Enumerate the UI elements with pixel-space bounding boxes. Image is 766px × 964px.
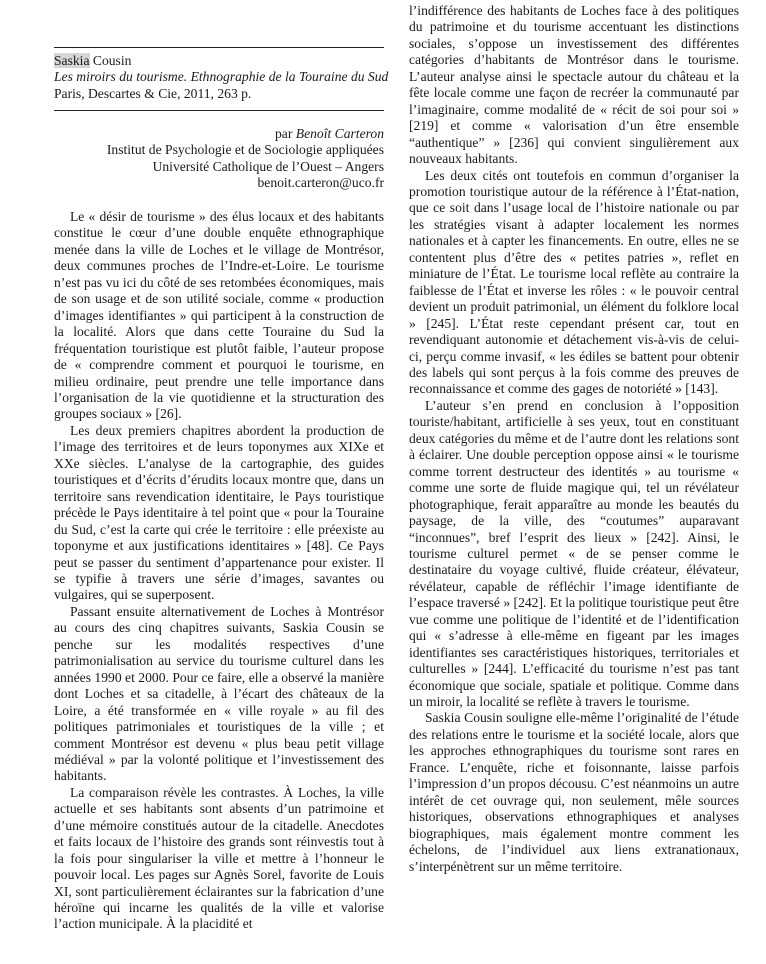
paragraph: La comparaison révèle les contrastes. À Loches, la ville actuelle et ses habitants sont absents d’un patrimoine et d’une mémoire constitués autour de la citadelle. Anecdotes et faits locaux de l’histoire des grands sont réinvestis tout à la fois pour singulariser la ville et mettre à l’honneur le pouvoir local. Les pages sur Agnès Sorel, favorite de Louis XI, sont particulièrement éclairantes sur la fabrication d’une héroïne qui incarne les qualités de la ville et valorise l’action municipale. À la placidité et bbox=[54, 784, 384, 932]
paragraph: L’auteur s’en prend en conclusion à l’opposition touriste/habitant, artificielle à ses yeux, tout en constituant deux catégories du même et de l’autre dont les relations sont à éclairer. Une double perception oppose ainsi « le tourisme comme torrent destructeur des identités » au tourisme « comme une sorte de fluide magique qui, tel un révélateur photographique, ferait apparaître au monde les beautés du paysage, de la ville, des “coutumes” auparavant “inconnues”, bref l’esprit des lieux » [242]. Ainsi, le tourisme culturel permet « de se penser comme le destinataire du voyage cultivé, fluide créateur, élévateur, révélateur, capable de réfléchir l’image identifiante de l’espace traversé » [242]. Et la politique touristique peut être vue comme une politique de l’identité et de l’identification qui « s’adresse à elle-même en figeant par les images identifiantes ses caractéristiques historiques, territoriales et culturelles » [244]. L’efficacité du tourisme n’est pas tant économique que sociale, spatiale et politique. Comme dans un miroir, la localité se reflète à travers le tourisme. bbox=[409, 397, 739, 710]
book-author bbox=[54, 53, 384, 69]
header-bottom-rule bbox=[54, 110, 384, 111]
left-column bbox=[54, 209, 384, 933]
paragraph: Passant ensuite alternativement de Loches à Montrésor au cours des cinq chapitres suivants, Saskia Cousin se penche sur les modalités respectives d’une patrimonialisation au service du tourisme culturel dans les années 1990 et 2000. Pour ce faire, elle a observé la manière dont Loches et sa citadelle, à l’écart des châteaux de la Loire, a été transformée en « ville royale » au fil des politiques patrimoniales et touristiques de la ville ; et comment Montrésor est devenu « plus beau petit village médiéval » par la volonté politique et l’investissement des habitants. bbox=[54, 603, 384, 784]
book-reference bbox=[54, 53, 389, 102]
author-first-name-highlighted: Saskia bbox=[54, 53, 90, 68]
paragraph: Les deux cités ont toutefois en commun d’organiser la promotion touristique autour de la référence à l’État-nation, que ce soit dans l’usage local de l’histoire nationale ou par les stratégies visant à adapter localement les normes nationales et à capter les financements. En outre, elles ne se contentent plus d’être des « petites patries », reflet en miniature de l’État. Le tourisme local reflète au contraire la faiblesse de l’État et inverse les rôles : « le pouvoir central devient un produit patrimonial, un élément du folklore local » [245]. L’État reste cependant présent car, tout en revendiquant autonomie et détachement vis-à-vis de celui-ci, perçu comme invasif, « les édiles se battent pour obtenir des labels qui sont perçus à la fois comme des preuves de reconnaissance et comme des gages de notoriété » [143]. bbox=[409, 167, 739, 397]
book-publication: Paris, Descartes & Cie, 2011, 263 p. bbox=[54, 85, 252, 101]
reviewer-by: par bbox=[275, 126, 296, 141]
paragraph-continued: l’indifférence des habitants de Loches face à des politiques du patrimoine et du tourisme accentuant les distinctions sociales, s’oppose un investissement des différentes catégories d’habitants de Montrésor dans le tourisme. L’auteur analyse ainsi le spectacle autour du château et la fête locale comme une façon de recréer la communauté par l’imaginaire, comme modalité de « récit de soi pour soi » [219] et comme « valorisation d’un être ensemble “authentique” » [236] qui convient singulièrement aux nouveaux habitants. bbox=[409, 3, 739, 167]
right-column bbox=[409, 3, 739, 875]
reviewer-byline bbox=[54, 126, 384, 192]
paragraph: Les deux premiers chapitres abordent la production de l’image des territoires et de leurs toponymes aux XIXe et XXe siècles. L’analyse de la cartographie, des guides touristiques et d’écrits d’érudits locaux montre que, dans un territoire sans revendication identitaire, le Pays touristique précède le Pays identitaire à tel point que « pour la Touraine du Sud, c’est la carte qui crée le territoire : elle préexiste au toponyme et aux justifications identitaires » [48]. Ce Pays peut se passer du sentiment d’appartenance pour exister. Il se typifie à travers une série d’images, savantes ou vulgaires, qui se superposent. bbox=[54, 422, 384, 603]
reviewer-name: Benoît Carteron bbox=[295, 126, 384, 141]
paragraph: Le « désir de tourisme » des élus locaux et des habitants constitue le cœur d’une double enquête ethnographique menée dans la ville de Loches et le village de Montrésor, deux communes proches de l’Indre-et-Loire. Le tourisme n’est pas vu ici du côté de ses retombées économiques, mais de son usage et de son utilité sociale, comme « production d’images identifiantes » qui participent à la construction de la localité. Alors que dans cette Touraine du Sud la fréquentation touristique est plutôt faible, l’auteur propose de « comprendre comment et pourquoi le tourisme, en milieu ordinaire, peut prendre une telle importance dans l’organisation de la vie quotidienne et la structuration des groupes sociaux » [26]. bbox=[54, 209, 384, 422]
paragraph: Saskia Cousin souligne elle-même l’originalité de l’étude des relations entre le tourisme et la société locale, alors que les approches ethnographiques du tourisme sont rares en France. L’enquête, riche et foisonnante, laisse parfois l’impression d’un propos décousu. C’est néanmoins un autre intérêt de cet ouvrage qui, non seulement, mêle sources historiques, observations ethnographiques et analyses biographiques, mais également montre comment les échelons, de l’individuel aux liens extranationaux, s’interpénètrent sur un même territoire. bbox=[409, 710, 739, 874]
header-top-rule bbox=[54, 47, 384, 48]
reviewer-institution: Institut de Psychologie et de Sociologie appliquées bbox=[106, 142, 384, 158]
reviewer-line bbox=[54, 126, 384, 142]
reviewer-university: Université Catholique de l’Ouest – Angers bbox=[152, 158, 384, 174]
book-title: Les miroirs du tourisme. Ethnographie de la Touraine du Sud bbox=[54, 69, 389, 85]
author-last-name: Cousin bbox=[89, 53, 132, 68]
reviewer-email: benoit.carteron@uco.fr bbox=[257, 175, 384, 191]
